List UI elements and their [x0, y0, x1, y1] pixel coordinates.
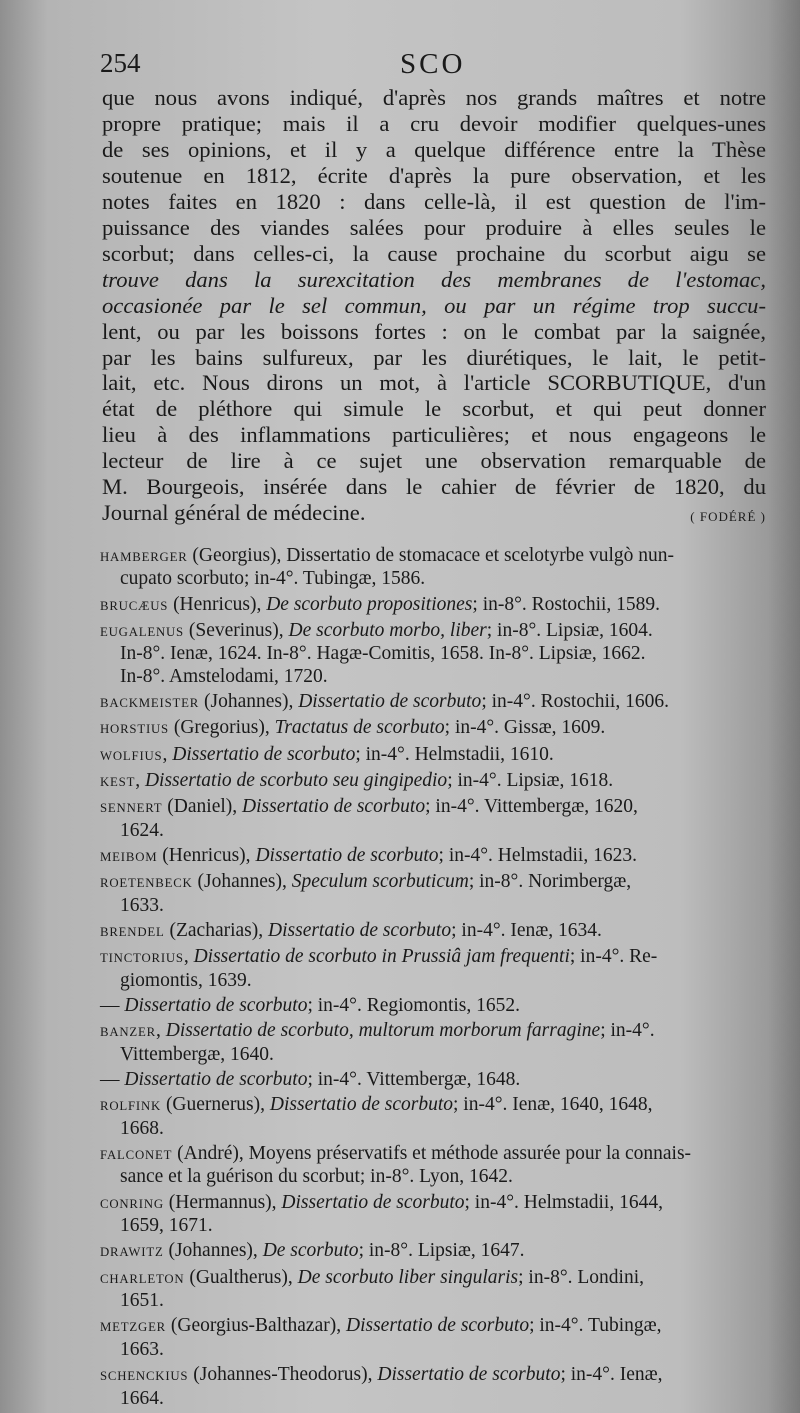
body-line: propre pratique; mais il a cru devoir modifier quelques-unes: [102, 110, 766, 136]
bibliography-entry: [100, 1143, 768, 1189]
bibliography-line: 1659, 1671.: [120, 1215, 213, 1237]
bibliography-entry: [100, 594, 768, 617]
bibliography-line: CONRING (Hermannus), Dissertatio de scorbuto; in-4°. Helmstadii, 1644,: [100, 1191, 663, 1213]
bibliography-line: sance et la guérison du scorbut; in-8°. Lyon, 1642.: [120, 1166, 513, 1188]
bibliography-line: EUGALENUS (Severinus), De scorbuto morbo, liber; in-8°. Lipsiæ, 1604.: [100, 620, 653, 641]
bibliography-line: — Dissertatio de scorbuto; in-4°. Regiomontis, 1652.: [100, 995, 521, 1016]
bibliography-line: giomontis, 1639.: [120, 969, 252, 991]
bibliography-entry: [100, 1315, 768, 1361]
bibliography-entry: [100, 845, 768, 868]
bibliography-list: [100, 545, 768, 1413]
bibliography-line: cupato scorbuto; in-4°. Tubingæ, 1586.: [120, 568, 426, 590]
bibliography-line: WOLFIUS, Dissertatio de scorbuto; in-4°. Helmstadii, 1610.: [100, 743, 554, 765]
bibliography-line: In-8°. Amstelodami, 1720.: [120, 665, 328, 687]
bibliography-line: DRAWITZ (Johannes), De scorbuto; in-8°. Lipsiæ, 1647.: [100, 1240, 525, 1262]
bibliography-line: BANZER, Dissertatio de scorbuto, multorum morborum farragine; in-4°.: [100, 1020, 655, 1042]
body-line: par les bains sulfureux, par les diurétiques, le lait, le petit-: [102, 344, 766, 370]
bibliography-line: FALCONET (André), Moyens préservatifs et méthode assurée pour la connais-: [100, 1143, 692, 1164]
body-line: lait, etc. Nous dirons un mot, à l'article SCORBUTIQUE, d'un: [102, 370, 766, 396]
bibliography-line: ROETENBECK (Johannes), Speculum scorbuticum; in-8°. Norimbergæ,: [100, 871, 632, 893]
body-line: état de pléthore qui simule le scorbut, et qui peut donner: [102, 396, 766, 422]
page-number: 254: [100, 48, 141, 78]
bibliography-line: TINCTORIUS, Dissertatio de scorbuto in Prussiâ jam frequenti; in-4°. Re-: [100, 946, 658, 968]
bibliography-entry: [100, 1240, 768, 1263]
bibliography-line: In-8°. Ienæ, 1624. In-8°. Hagæ-Comitis, 1658. In-8°. Lipsiæ, 1662.: [120, 643, 646, 665]
body-line: M. Bourgeois, insérée dans le cahier de février de 1820, du: [102, 474, 766, 500]
bibliography-line: ROLFINK (Guernerus), Dissertatio de scorbuto; in-4°. Ienæ, 1640, 1648,: [100, 1094, 653, 1116]
bibliography-entry: [100, 1020, 768, 1066]
body-line-text: Journal général de médecine.: [102, 500, 366, 526]
body-line: scorbut; dans celles-ci, la cause prochaine du scorbut aigu se: [102, 240, 766, 266]
bibliography-entry: [100, 995, 768, 1017]
bibliography-line: BRUCÆUS (Henricus), De scorbuto propositiones; in-8°. Rostochii, 1589.: [100, 593, 661, 615]
bibliography-entry: [100, 1094, 768, 1140]
bibliography-line: BRENDEL (Zacharias), Dissertatio de scorbuto; in-4°. Ienæ, 1634.: [100, 920, 602, 941]
bibliography-entry: [100, 920, 768, 943]
bibliography-entry: [100, 691, 768, 714]
body-line: soutenue en 1812, écrite d'après la pure observation, et les: [102, 162, 766, 188]
bibliography-entry: [100, 1267, 768, 1313]
bibliography-line: MEIBOM (Henricus), Dissertatio de scorbuto; in-4°. Helmstadii, 1623.: [100, 845, 637, 866]
body-line: lecteur de lire à ce sujet une observation remarquable de: [102, 448, 766, 474]
body-line: que nous avons indiqué, d'après nos grands maîtres et notre: [102, 85, 766, 110]
bibliography-line: 1668.: [120, 1117, 164, 1139]
running-head-word: SCO: [400, 48, 466, 80]
bibliography-entry: [100, 545, 768, 591]
author-signature: ( FODÉRÉ ): [690, 509, 766, 525]
body-line: puissance des viandes salées pour produire à elles seules le: [102, 214, 766, 240]
bibliography-entry: [100, 1069, 768, 1091]
bibliography-line: 1663.: [120, 1338, 164, 1360]
body-line: [102, 500, 766, 526]
bibliography-line: METZGER (Georgius-Balthazar), Dissertatio de scorbuto; in-4°. Tubingæ,: [100, 1315, 662, 1337]
bibliography-entry: [100, 871, 768, 917]
running-head: [100, 48, 765, 88]
bibliography-line: 1651.: [120, 1290, 164, 1312]
bibliography-entry: [100, 796, 768, 842]
bibliography-entry: [100, 717, 768, 740]
bibliography-line: Vittembergæ, 1640.: [120, 1043, 274, 1065]
bibliography-entry: [100, 744, 768, 767]
body-line: notes faites en 1820 : dans celle-là, il est question de l'im-: [102, 188, 766, 214]
bibliography-entry: [100, 1192, 768, 1238]
bibliography-entry: [100, 946, 768, 992]
body-line: trouve dans la surexcitation des membranes de l'estomac,: [102, 266, 766, 292]
body-line: lieu à des inflammations particulières; et nous engageons le: [102, 422, 766, 448]
body-line: de ses opinions, et il y a quelque différence entre la Thèse: [102, 136, 766, 162]
bibliography-line: KEST, Dissertatio de scorbuto seu gingipedio; in-4°. Lipsiæ, 1618.: [100, 770, 614, 791]
body-paragraph: [102, 85, 766, 530]
body-line: lent, ou par les boissons fortes : on le combat par la saignée,: [102, 318, 766, 344]
bibliography-line: HORSTIUS (Gregorius), Tractatus de scorbuto; in-4°. Gissæ, 1609.: [100, 717, 606, 739]
bibliography-line: BACKMEISTER (Johannes), Dissertatio de scorbuto; in-4°. Rostochii, 1606.: [100, 691, 669, 713]
bibliography-entry: [100, 620, 768, 688]
body-line: occasionée par le sel commun, ou par un régime trop succu-: [102, 292, 766, 318]
bibliography-line: HAMBERGER (Georgius), Dissertatio de stomacace et scelotyrbe vulgò nun-: [100, 545, 674, 566]
bibliography-line: 1664.: [120, 1387, 164, 1409]
bibliography-line: 1633.: [120, 894, 164, 916]
bibliography-entry: [100, 770, 768, 793]
bibliography-entry: [100, 1364, 768, 1410]
bibliography-line: 1624.: [120, 819, 164, 841]
bibliography-line: — Dissertatio de scorbuto; in-4°. Vittembergæ, 1648.: [100, 1069, 521, 1090]
bibliography-line: SENNERT (Daniel), Dissertatio de scorbuto; in-4°. Vittembergæ, 1620,: [100, 796, 638, 818]
bibliography-line: CHARLETON (Gualtherus), De scorbuto liber singularis; in-8°. Londini,: [100, 1266, 644, 1288]
bibliography-line: SCHENCKIUS (Johannes-Theodorus), Dissertatio de scorbuto; in-4°. Ienæ,: [100, 1364, 663, 1386]
